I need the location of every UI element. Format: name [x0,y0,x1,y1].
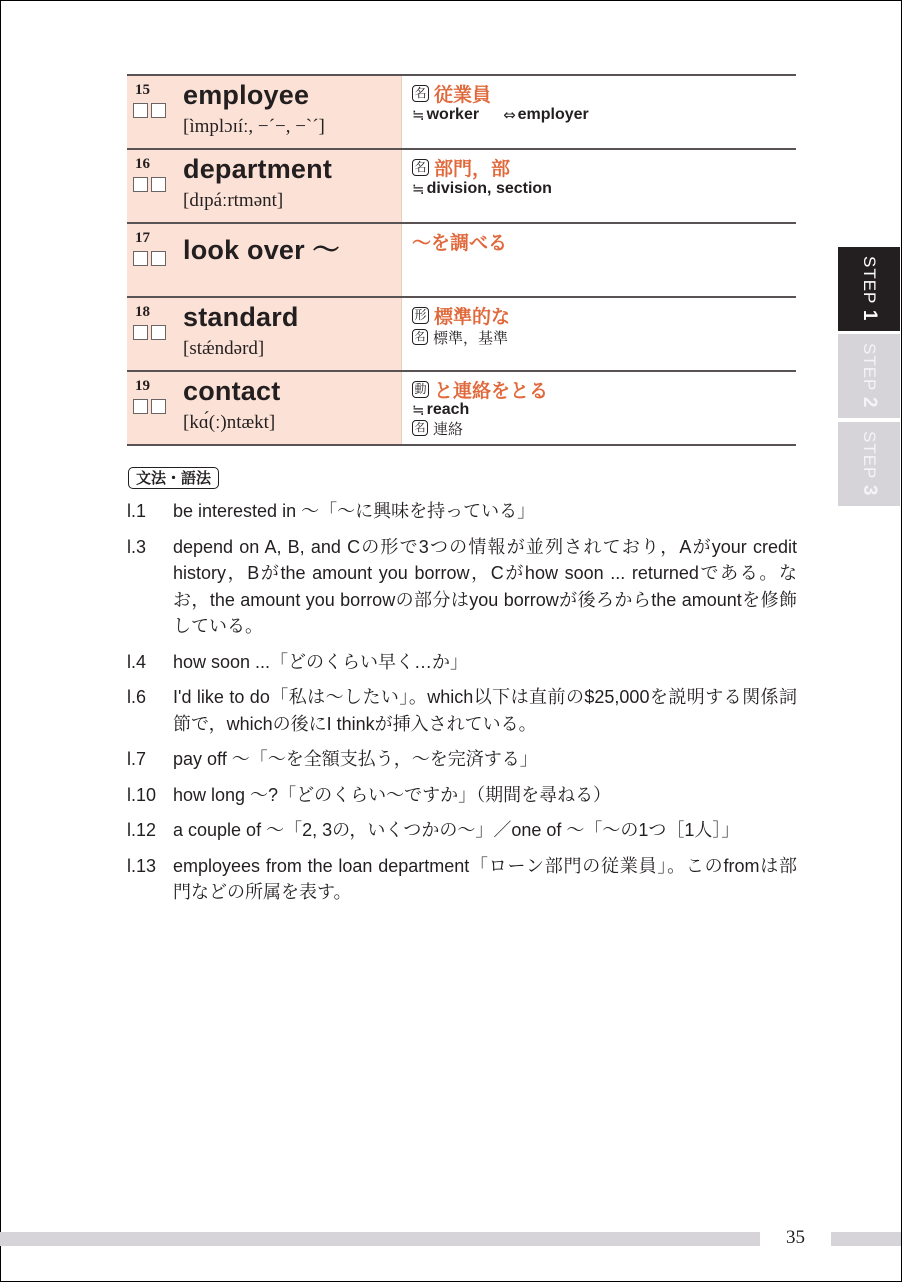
line-ref: l.3 [127,536,147,557]
note-text: pay off ～「～を全額支払う，～を完済する」 [173,749,538,769]
line-ref: l.12 [127,820,157,840]
entry-number: 17 [135,230,150,246]
derived-meaning: 連絡 [433,419,464,438]
vocab-meaning-cell [402,150,796,222]
grammar-note [127,534,797,640]
grammar-note [127,684,797,737]
vocab-meaning-cell [402,298,796,370]
grammar-note [127,498,797,525]
synonym: division, section [426,180,552,197]
part-of-speech-badge: 名 [412,329,428,345]
note-text: I'd like to do「私は～したい」。which以下は直前の$25,000を説明する関係詞節で，whichの後にI thinkが挿入されている。 [173,687,797,734]
vocab-word-cell [127,372,402,444]
synonym-line [412,105,796,125]
synonym: worker [426,106,480,123]
checkbox[interactable] [133,251,148,266]
part-of-speech-badge: 名 [412,420,428,436]
meaning-text: ～を調べる [412,231,508,254]
note-text: be interested in ～「～に興味を持っている」 [173,501,536,521]
note-text: a couple of ～「2, 3の，いくつかの～」／one of ～「～の1つ［1人］」 [173,820,740,840]
check-boxes [133,103,166,118]
part-of-speech-badge: 名 [412,85,429,102]
headword: standard [183,302,299,332]
antonym: employer [517,106,589,123]
pronunciation: [kɑ́(ː)ntækt] [183,412,276,433]
meaning-text: 従業員 [434,83,492,106]
approx-equal-icon: ≒ [412,401,425,419]
vocab-row [127,298,796,372]
grammar-section-label: 文法・語法 [128,467,219,489]
vocab-word-cell [127,150,402,222]
approx-equal-icon: ≒ [412,180,425,198]
check-boxes [133,325,166,340]
checkbox[interactable] [151,103,166,118]
vocab-word-cell [127,224,402,296]
vocab-word-cell [127,76,402,148]
step-number: 2 [859,397,880,409]
vocab-row [127,76,796,150]
pronunciation: [stǽndərd] [183,338,265,359]
checkbox[interactable] [151,251,166,266]
footer-bar [831,1232,901,1246]
pronunciation: [dɪpáːrtmənt] [183,190,284,211]
part-of-speech-badge: 形 [412,307,429,324]
entry-number: 19 [135,378,150,394]
vocab-table [127,74,796,446]
antonym-arrow-icon: ⇔ [503,106,516,124]
vocab-meaning-cell [402,372,796,444]
line-ref: l.6 [127,687,147,707]
synonym-line [412,401,796,419]
vocab-row [127,150,796,224]
step-tab-1[interactable] [838,247,900,331]
step-label: STEP [860,343,879,398]
line-ref: l.1 [127,501,147,521]
synonym: reach [426,401,470,418]
headword: contact [183,376,281,406]
vocab-word-cell [127,298,402,370]
checkbox[interactable] [133,399,148,414]
pronunciation: [ìmplɔɪíː, −ˊ−, −ˋˊ] [183,116,325,137]
vocab-meaning-cell [402,76,796,148]
line-ref: l.4 [127,651,147,672]
entry-number: 15 [135,82,150,98]
part-of-speech-badge: 動 [412,381,429,398]
derived-meaning-line [412,419,796,437]
vocab-meaning-cell [402,224,796,296]
checkbox[interactable] [151,177,166,192]
footer-bar [0,1232,760,1246]
entry-number: 16 [135,156,150,172]
checkbox[interactable] [151,325,166,340]
checkbox[interactable] [151,399,166,414]
headword: department [183,154,333,184]
grammar-note [127,746,797,773]
step-label: STEP [860,431,879,486]
checkbox[interactable] [133,325,148,340]
note-text: depend on A, B, and Cの形で3つの情報が並列されており，Aがyour credit history，Bがthe amount you borrow，Cがhow soon ... returnedである。なお，the amount you borrowの部分はyou borrowが後ろからthe amountを修飾している。 [173,536,797,636]
step-tab-2[interactable] [838,334,900,418]
vocab-row [127,224,796,298]
step-label: STEP [860,256,879,311]
grammar-notes [127,498,797,915]
derived-meaning-line [412,327,796,347]
page-number: 35 [786,1227,805,1248]
part-of-speech-badge: 名 [412,159,429,176]
grammar-note [127,782,797,809]
meaning-text: 部門，部 [434,157,511,180]
step-number: 3 [859,485,880,497]
headword: look over ～ [183,235,340,265]
approx-equal-icon: ≒ [412,106,425,124]
vocab-row [127,372,796,446]
synonym-line [412,179,796,199]
headword: employee [183,80,310,110]
check-boxes [133,177,166,192]
checkbox[interactable] [133,177,148,192]
check-boxes [133,251,166,266]
grammar-note [127,817,797,844]
meaning-text: と連絡をとる [434,379,549,402]
line-ref: l.10 [127,784,157,805]
meaning-text: 標準的な [434,305,511,328]
check-boxes [133,399,166,414]
note-text: employees from the loan department「ローン部門の従業員」。このfromは部門などの所属を表す。 [173,855,797,902]
grammar-note [127,649,797,676]
line-ref: l.7 [127,749,147,769]
grammar-note [127,853,797,906]
note-text: how soon ...「どのくらい早く…か」 [173,651,469,672]
step-number: 1 [859,310,880,322]
checkbox[interactable] [133,103,148,118]
line-ref: l.13 [127,855,157,876]
note-text: how long ～?「どのくらい～ですか」（期間を尋ねる） [173,784,612,805]
derived-meaning: 標準，基準 [433,328,509,347]
entry-number: 18 [135,304,150,320]
step-tab-3[interactable] [838,422,900,506]
